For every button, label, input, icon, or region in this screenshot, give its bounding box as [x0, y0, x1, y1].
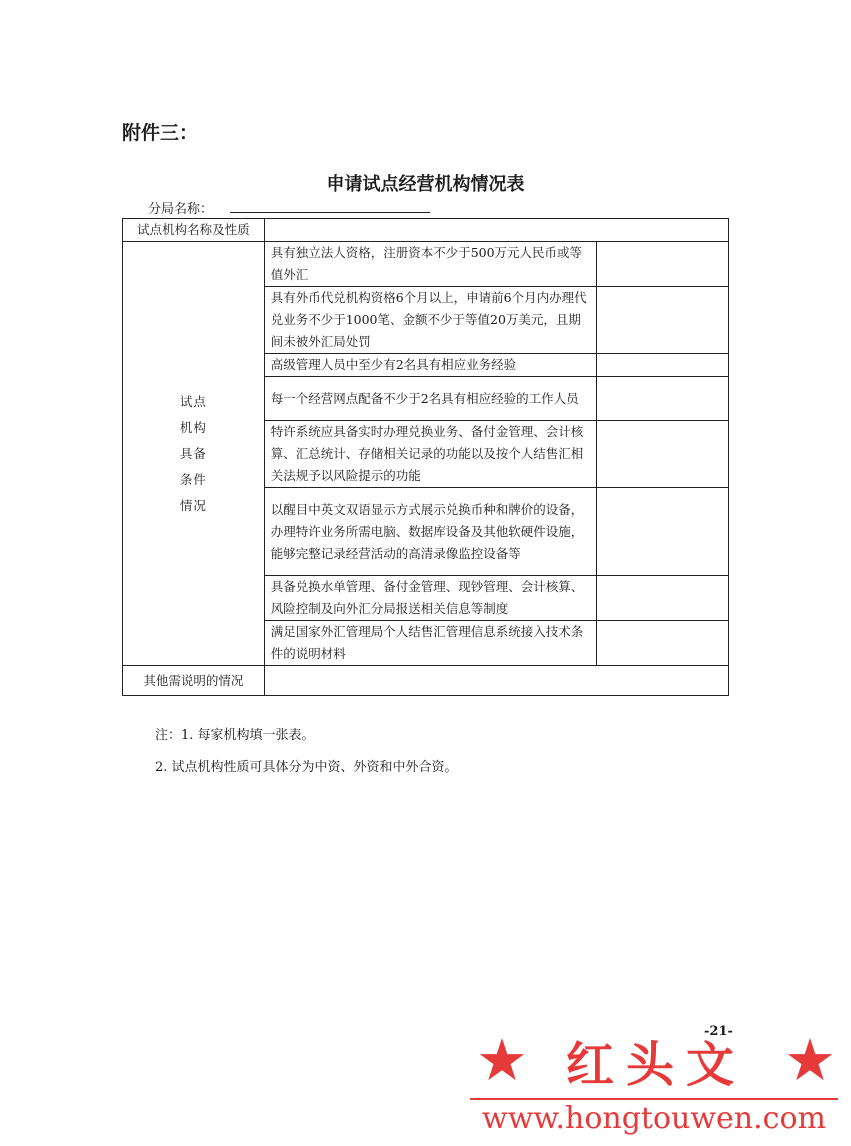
application-form-table — [122, 218, 729, 696]
note-item: 2. 试点机构性质可具体分为中资、外资和中外合资。 — [155, 760, 458, 775]
page-number: -21- — [704, 1024, 733, 1039]
condition-value — [597, 488, 729, 576]
conditions-label — [123, 242, 265, 666]
other-field — [264, 666, 728, 696]
condition-item: 特许系统应具备实时办理兑换业务、备付金管理、会计核算、汇总统计、存储相关记录的功能以及按个人结售汇相关法规予以风险提示的功能 — [264, 421, 597, 488]
branch-name-blank — [230, 212, 430, 213]
table-row — [123, 219, 729, 242]
branch-name-label: 分局名称： — [148, 202, 214, 217]
condition-value — [597, 421, 729, 488]
name-nature-field — [264, 219, 728, 242]
notes — [155, 720, 458, 784]
form-title: 申请试点经营机构情况表 — [326, 174, 525, 195]
condition-value — [597, 354, 729, 377]
condition-value — [597, 621, 729, 666]
condition-item: 每一个经营网点配备不少于2名具有相应经验的工作人员 — [264, 377, 597, 421]
condition-item: 以醒目中英文双语显示方式展示兑换币种和牌价的设备，办理特许业务所需电脑、数据库设备及其他软硬件设施，能够完整记录经营活动的高清录像监控设备等 — [264, 488, 597, 576]
conditions-label-text: 试点 机构 具备 条件 情况 — [179, 393, 207, 513]
star-icon: ★ — [783, 1026, 836, 1094]
other-label: 其他需说明的情况 — [123, 666, 265, 696]
condition-value — [597, 287, 729, 354]
condition-item: 高级管理人员中至少有2名具有相应业务经验 — [264, 354, 597, 377]
attachment-label: 附件三： — [122, 122, 199, 144]
condition-value — [597, 377, 729, 421]
condition-item: 具有独立法人资格，注册资本不少于500万元人民币或等值外汇 — [264, 242, 597, 287]
condition-item: 具有外币代兑机构资格6个月以上，申请前6个月内办理代兑业务不少于1000笔、金额不少于等值20万美元，且期间未被外汇局处罚 — [264, 287, 597, 354]
condition-item: 满足国家外汇管理局个人结售汇管理信息系统接入技术条件的说明材料 — [264, 621, 597, 666]
name-nature-label: 试点机构名称及性质 — [123, 219, 265, 242]
table-row — [123, 666, 729, 696]
condition-value — [597, 576, 729, 621]
watermark-url: www.hongtouwen.com — [482, 1101, 826, 1136]
star-icon: ★ — [476, 1026, 528, 1094]
watermark-text: 红头文 — [565, 1036, 746, 1093]
condition-item: 具备兑换水单管理、备付金管理、现钞管理、会计核算、风险控制及向外汇分局报送相关信息等制度 — [264, 576, 597, 621]
watermark-divider — [470, 1098, 838, 1100]
table-row — [123, 242, 729, 287]
watermark-logo — [476, 1026, 836, 1094]
note-item: 注：1. 每家机构填一张表。 — [155, 728, 315, 743]
condition-value — [597, 242, 729, 287]
